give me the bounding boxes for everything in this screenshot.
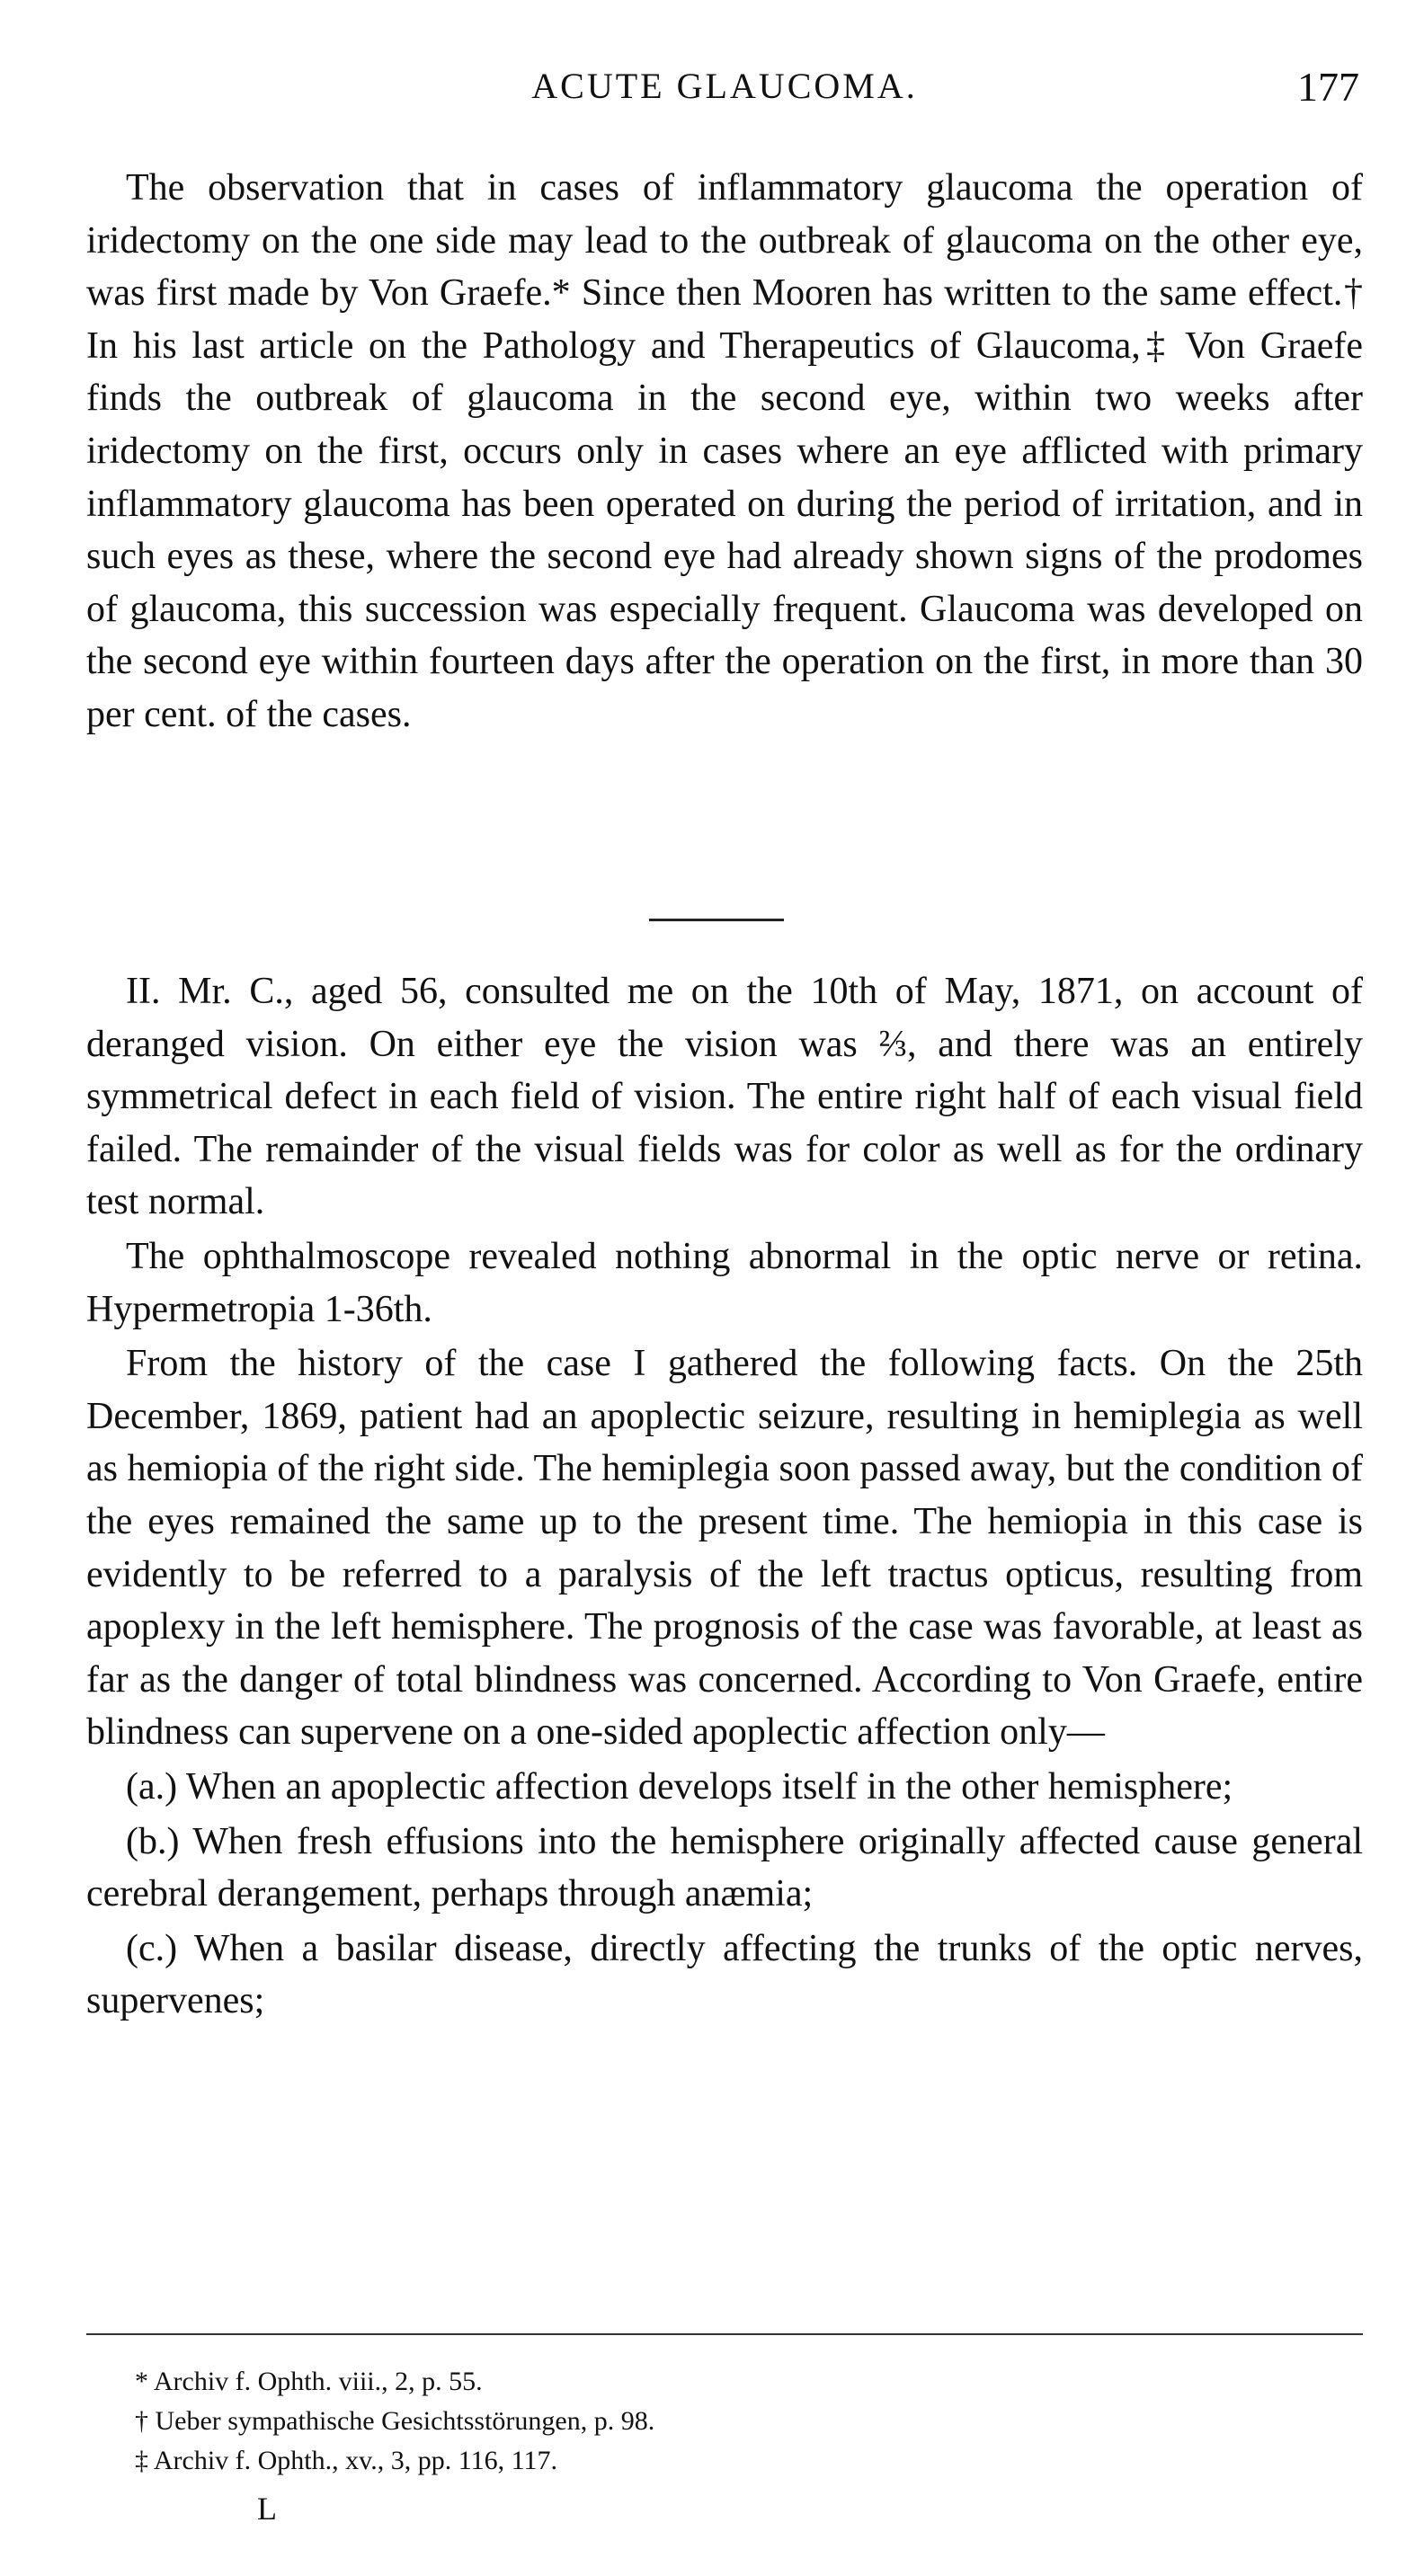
section-divider xyxy=(649,919,784,921)
footnote: * Archiv f. Ophth. viii., 2, p. 55. xyxy=(135,2367,483,2396)
footnote: † Ueber sympathische Gesichtsstörungen, p. 98. xyxy=(135,2406,655,2436)
list-item: (b.) When fresh effusions into the hemisphere originally affected cause general cerebral derangement, perhaps through anæmia; xyxy=(86,1820,1363,1915)
list-item: (a.) When an apoplectic affection develops itself in the other hemisphere; xyxy=(126,1765,1233,1808)
running-title: ACUTE GLAUCOMA. xyxy=(531,66,918,106)
footnotes xyxy=(135,2362,1214,2481)
paragraph: II. Mr. C., aged 56, consulted me on the 10th of May, 1871, on account of deranged vision. On either eye the vision was ⅔, and there was an entirely symmetrical defect in each field of vision. The entire right half of each visual field failed. The remainder of the visual fields was for color as well as for the ordinary test normal. xyxy=(86,971,1363,1223)
footnote-divider xyxy=(86,2333,1363,2335)
paragraph: The observation that in cases of inflammatory glaucoma the operation of iridectomy on the one side may lead to the outbreak of glaucoma on the other eye, was first made by Von Graefe.* Since then Mooren has written to the same effect.† In his last article on the Pathology and Therapeutics of Glaucoma,‡ Von Graefe finds the outbreak of glaucoma in the second eye, within two weeks after iridectomy on the first, occurs only in cases where an eye afflicted with primary inflammatory glaucoma has been operated on during the period of irritation, and in such eyes as these, where the second eye had already shown signs of the prodomes of glaucoma, this succession was especially frequent. Glaucoma was developed on the second eye within fourteen days after the operation on the first, in more than 30 per cent. of the cases. xyxy=(86,167,1363,735)
page-number: 177 xyxy=(1297,64,1359,110)
footnote: ‡ Archiv f. Ophth., xv., 3, pp. 116, 117. xyxy=(135,2446,557,2475)
paragraph: The ophthalmoscope revealed nothing abnormal in the optic nerve or retina. Hypermetropia 1-36th. xyxy=(86,1235,1363,1330)
page-header xyxy=(86,65,1363,119)
signature-mark: L xyxy=(257,2491,277,2527)
list-item: (c.) When a basilar disease, directly affecting the trunks of the optic nerves, supervenes; xyxy=(86,1927,1363,2022)
first-text-block xyxy=(86,162,1363,742)
paragraph: From the history of the case I gathered the following facts. On the 25th December, 1869, patient had an apoplectic seizure, resulting in hemiplegia as well as hemiopia of the right side. The hemiplegia soon passed away, but the condition of the eyes remained the same up to the present time. The hemiopia in this case is evidently to be referred to a paralysis of the left tractus opticus, resulting from apoplexy in the left hemisphere. The prognosis of the case was favorable, at least as far as the danger of total blindness was concerned. According to Von Graefe, entire blindness can supervene on a one-sided apoplectic affection only— xyxy=(86,1343,1363,1754)
second-text-block xyxy=(86,965,1363,2030)
